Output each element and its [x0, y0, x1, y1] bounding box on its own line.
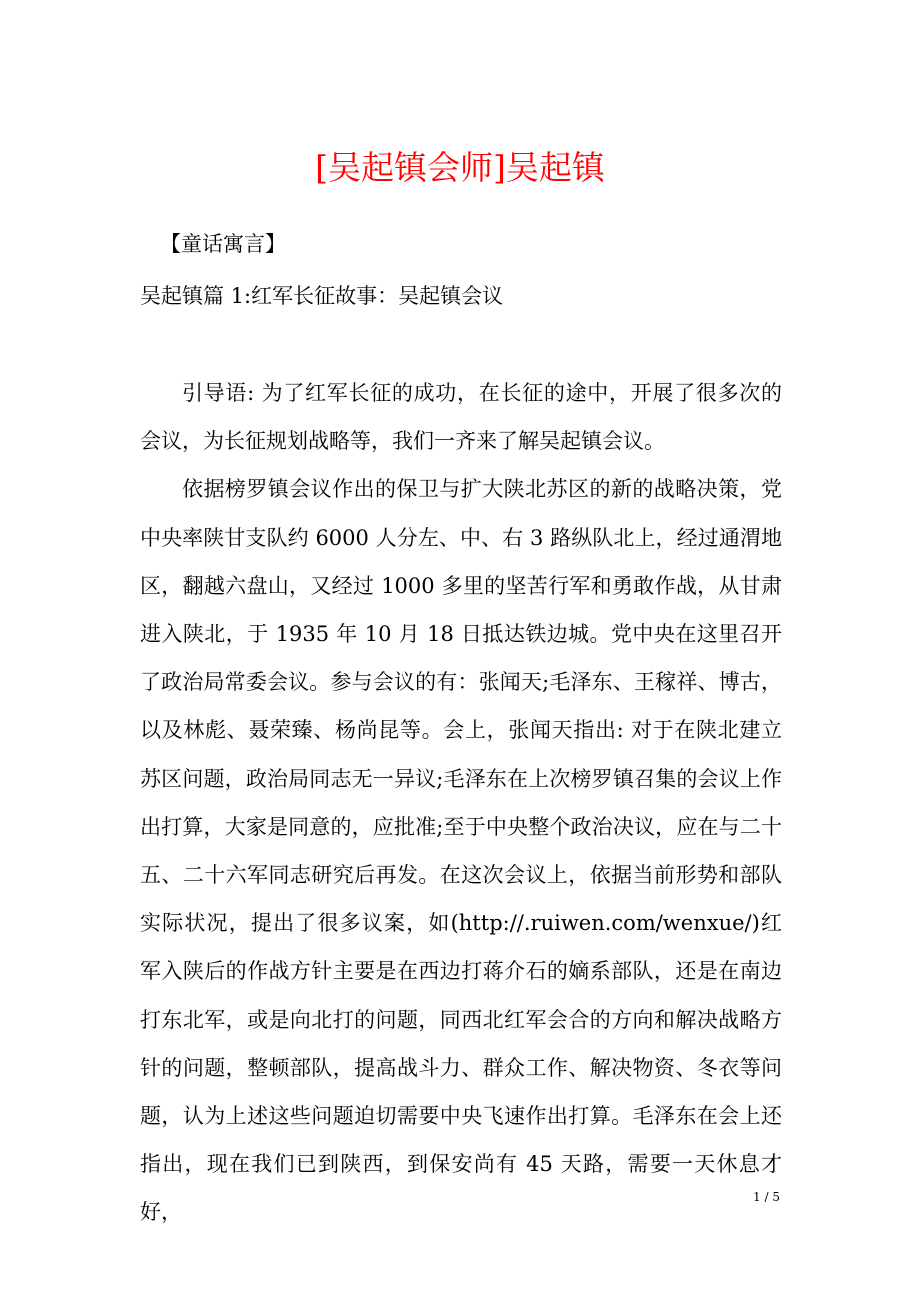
paragraph-main: 依据榜罗镇会议作出的保卫与扩大陕北苏区的新的战略决策，党中央率陕甘支队约 6000 人分左、中、右 3 路纵队北上，经过通渭地区，翻越六盘山，又经过 1000 多里的坚苦行军和勇敢作战，从甘肃进入陕北，于 1935 年 10 月 18 日抵达铁边城。党中央在这里召开了政治局常委会议。参与会议的有：张闻天;毛泽东、王稼祥、博古，以及林彪、聂荣臻、杨尚昆等。会上，张闻天指出: 对于在陕北建立苏区问题，政治局同志无一异议;毛泽东在上次榜罗镇召集的会议上作出打算，大家是同意的，应批准;至于中央整个政治决议，应在与二十五、二十六军同志研究后再发。在这次会议上，依据当前形势和部队实际状况，提出了很多议案，如(http://.ruiwen.com/wenxue/)红军入陕后的作战方针主要是在西边打蒋介石的嫡系部队，还是在南边打东北军，或是向北打的问题，同西北红军会合的方向和解决战略方针的问题，整顿部队，提高战斗力、群众工作、解决物资、冬衣等问题，认为上述这些问题迫切需要中央飞速作出打算。毛泽东在会上还指出，现在我们已到陕西，到保安尚有 45 天路，需要一天休息才好，	[140, 477, 782, 1225]
document-title: [吴起镇会师]吴起镇	[315, 148, 605, 187]
article-subtitle: 吴起镇篇 1:红军长征故事：吴起镇会议	[140, 284, 504, 308]
article-body	[140, 369, 782, 1237]
page-number: 1 / 5	[753, 1190, 780, 1204]
category-tag: 【童话寓言】	[160, 232, 286, 256]
paragraph-intro: 引导语: 为了红军长征的成功，在长征的途中，开展了很多次的会议，为长征规划战略等，我们一齐来了解吴起镇会议。	[140, 381, 782, 454]
